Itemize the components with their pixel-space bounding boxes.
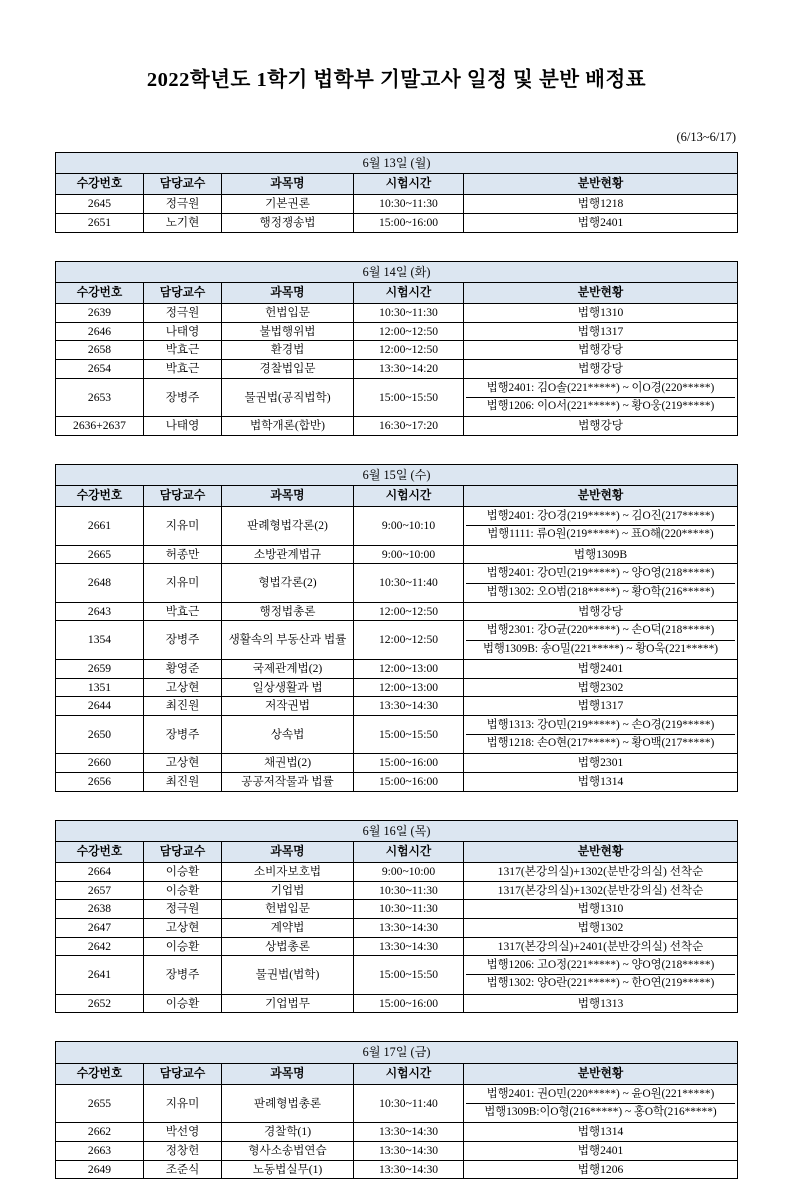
column-header: 시험시간 — [354, 174, 464, 195]
room-assignment-line: 법행1206: 이O서(221*****) ~ 황O웅(219*****) — [486, 399, 715, 412]
professor-name: 박효근 — [144, 602, 222, 621]
exam-time: 16:30~17:20 — [354, 417, 464, 436]
column-header: 과목명 — [222, 1063, 354, 1084]
exam-time: 13:30~14:30 — [354, 1160, 464, 1179]
exam-time: 10:30~11:30 — [354, 195, 464, 214]
schedule-table — [55, 820, 738, 1014]
professor-name: 이승환 — [144, 881, 222, 900]
day-header-row — [56, 820, 738, 841]
table-row — [56, 417, 738, 436]
column-header: 분반현황 — [464, 486, 738, 507]
column-header: 과목명 — [222, 283, 354, 304]
course-name: 판례형법각론(2) — [222, 507, 354, 546]
room-assignment-line: 법행1206: 고O정(221*****) ~ 양O영(218*****) — [466, 957, 735, 975]
exam-time: 12:00~12:50 — [354, 621, 464, 660]
table-row — [56, 773, 738, 792]
table-row — [56, 900, 738, 919]
professor-name: 최진원 — [144, 697, 222, 716]
course-number: 2656 — [56, 773, 144, 792]
professor-name: 이승환 — [144, 937, 222, 956]
room-assignment-line: 법행1302: 양O란(221*****) ~ 한O연(219*****) — [486, 977, 715, 990]
table-row — [56, 937, 738, 956]
column-header-row — [56, 486, 738, 507]
exam-time: 15:00~16:00 — [354, 214, 464, 233]
course-number: 2660 — [56, 754, 144, 773]
course-name: 법학개론(합반) — [222, 417, 354, 436]
column-header: 과목명 — [222, 842, 354, 863]
table-row — [56, 602, 738, 621]
day-header-label: 6월 14일 (화) — [56, 261, 738, 282]
professor-name: 이승환 — [144, 863, 222, 882]
course-number: 2647 — [56, 918, 144, 937]
schedule-table — [55, 464, 738, 792]
professor-name: 정극원 — [144, 900, 222, 919]
column-header: 과목명 — [222, 174, 354, 195]
table-row — [56, 378, 738, 417]
room-assignment-line: 법행2401: 김O솔(221*****) ~ 이O경(220*****) — [466, 380, 735, 398]
room-assignment-line: 법행1302: 오O범(218*****) ~ 황O학(216*****) — [486, 585, 715, 598]
exam-time: 13:30~14:30 — [354, 918, 464, 937]
room-assignment-line: 법행1111: 류O원(219*****) ~ 표O해(220*****) — [487, 528, 714, 541]
table-row — [56, 545, 738, 564]
column-header: 시험시간 — [354, 842, 464, 863]
exam-time: 10:30~11:30 — [354, 900, 464, 919]
course-name: 불법행위법 — [222, 322, 354, 341]
column-header: 담당교수 — [144, 283, 222, 304]
room-assignment-line: 법행1309B:이O형(216*****) ~ 홍O학(216*****) — [484, 1106, 717, 1119]
day-header-label: 6월 16일 (목) — [56, 820, 738, 841]
course-number: 2662 — [56, 1123, 144, 1142]
professor-name: 조준식 — [144, 1160, 222, 1179]
professor-name: 장병주 — [144, 715, 222, 754]
exam-time: 13:30~14:30 — [354, 1141, 464, 1160]
room-assignment: 법행2301 — [464, 754, 738, 773]
exam-time: 15:00~15:50 — [354, 956, 464, 995]
table-row — [56, 1160, 738, 1179]
course-name: 헌법입문 — [222, 900, 354, 919]
table-row — [56, 359, 738, 378]
exam-time: 12:00~13:00 — [354, 678, 464, 697]
professor-name: 지유미 — [144, 1084, 222, 1123]
page-title: 2022학년도 1학기 법학부 기말고사 일정 및 분반 배정표 — [146, 69, 647, 91]
table-row — [56, 956, 738, 995]
room-assignment: 법행1302 — [464, 918, 738, 937]
course-name: 형법각론(2) — [222, 564, 354, 603]
course-name: 노동법실무(1) — [222, 1160, 354, 1179]
course-name: 소비자보호법 — [222, 863, 354, 882]
day-header-label: 6월 17일 (금) — [56, 1042, 738, 1063]
course-number: 2644 — [56, 697, 144, 716]
room-assignment: 법행1309B — [464, 545, 738, 564]
table-row — [56, 659, 738, 678]
room-assignment-line: 법행1218: 손O현(217*****) ~ 황O백(217*****) — [486, 737, 715, 750]
column-header: 분반현황 — [464, 174, 738, 195]
exam-time: 9:00~10:00 — [354, 863, 464, 882]
day-header-label: 6월 15일 (수) — [56, 464, 738, 485]
room-assignment-line: 법행1313: 강O민(219*****) ~ 손O경(219*****) — [466, 717, 735, 735]
room-assignment: 법행1310 — [464, 900, 738, 919]
exam-time: 15:00~16:00 — [354, 994, 464, 1013]
professor-name: 나태영 — [144, 417, 222, 436]
professor-name: 고상현 — [144, 918, 222, 937]
exam-time: 12:00~12:50 — [354, 322, 464, 341]
table-row — [56, 678, 738, 697]
table-row — [56, 863, 738, 882]
room-assignment — [464, 715, 738, 754]
exam-time: 13:30~14:30 — [354, 1123, 464, 1142]
room-assignment-line: 법행2401: 권O민(220*****) ~ 윤O원(221*****) — [466, 1086, 735, 1104]
course-name: 공공저작물과 법률 — [222, 773, 354, 792]
room-assignment: 법행1314 — [464, 773, 738, 792]
course-number: 2661 — [56, 507, 144, 546]
schedule-table — [55, 261, 738, 436]
exam-time: 15:00~15:50 — [354, 715, 464, 754]
date-range-label: (6/13~6/17) — [676, 130, 736, 144]
exam-time: 13:30~14:30 — [354, 937, 464, 956]
exam-time: 9:00~10:10 — [354, 507, 464, 546]
professor-name: 장병주 — [144, 956, 222, 995]
room-assignment: 법행강당 — [464, 359, 738, 378]
course-number: 2646 — [56, 322, 144, 341]
course-number: 2649 — [56, 1160, 144, 1179]
course-name: 기업법무 — [222, 994, 354, 1013]
course-name: 행정쟁송법 — [222, 214, 354, 233]
course-number: 2654 — [56, 359, 144, 378]
room-assignment — [464, 621, 738, 660]
professor-name: 고상현 — [144, 678, 222, 697]
professor-name: 고상현 — [144, 754, 222, 773]
column-header: 시험시간 — [354, 283, 464, 304]
room-assignment: 법행1317 — [464, 322, 738, 341]
exam-time: 15:00~15:50 — [354, 378, 464, 417]
column-header-row — [56, 283, 738, 304]
room-assignment — [464, 956, 738, 995]
room-assignment: 1317(본강의실)+1302(분반강의실) 선착순 — [464, 863, 738, 882]
professor-name: 허종만 — [144, 545, 222, 564]
course-number: 2638 — [56, 900, 144, 919]
course-number: 1354 — [56, 621, 144, 660]
table-row — [56, 341, 738, 360]
exam-time: 10:30~11:30 — [354, 304, 464, 323]
column-header: 담당교수 — [144, 486, 222, 507]
room-assignment: 법행2401 — [464, 659, 738, 678]
table-row — [56, 697, 738, 716]
column-header: 시험시간 — [354, 486, 464, 507]
room-assignment: 법행1310 — [464, 304, 738, 323]
day-header-label: 6월 13일 (월) — [56, 153, 738, 174]
course-number: 2653 — [56, 378, 144, 417]
course-name: 소방관계법규 — [222, 545, 354, 564]
column-header: 수강번호 — [56, 486, 144, 507]
exam-time: 12:00~13:00 — [354, 659, 464, 678]
column-header: 담당교수 — [144, 842, 222, 863]
professor-name: 황영준 — [144, 659, 222, 678]
professor-name: 박선영 — [144, 1123, 222, 1142]
column-header-row — [56, 842, 738, 863]
exam-time: 10:30~11:40 — [354, 1084, 464, 1123]
room-assignment: 법행강당 — [464, 602, 738, 621]
room-assignment: 법행1218 — [464, 195, 738, 214]
room-assignment: 법행2302 — [464, 678, 738, 697]
table-row — [56, 507, 738, 546]
course-number: 2639 — [56, 304, 144, 323]
course-number: 2650 — [56, 715, 144, 754]
exam-time: 12:00~12:50 — [354, 602, 464, 621]
course-number: 2645 — [56, 195, 144, 214]
schedule-table — [55, 1041, 738, 1179]
professor-name: 노기현 — [144, 214, 222, 233]
exam-time: 13:30~14:30 — [354, 697, 464, 716]
room-assignment — [464, 564, 738, 603]
course-number: 2642 — [56, 937, 144, 956]
course-name: 판례형법총론 — [222, 1084, 354, 1123]
course-name: 채권법(2) — [222, 754, 354, 773]
course-name: 헌법입문 — [222, 304, 354, 323]
room-assignment — [464, 378, 738, 417]
course-name: 경찰법입문 — [222, 359, 354, 378]
table-row — [56, 1123, 738, 1142]
room-assignment-line: 법행2401: 강O경(219*****) ~ 김O진(217*****) — [466, 508, 735, 526]
exam-time: 12:00~12:50 — [354, 341, 464, 360]
column-header: 분반현황 — [464, 842, 738, 863]
exam-time: 15:00~16:00 — [354, 754, 464, 773]
course-name: 물권법(법학) — [222, 956, 354, 995]
course-number: 2658 — [56, 341, 144, 360]
room-assignment — [464, 1084, 738, 1123]
course-name: 생활속의 부동산과 법률 — [222, 621, 354, 660]
professor-name: 장병주 — [144, 378, 222, 417]
room-assignment: 법행1313 — [464, 994, 738, 1013]
course-name: 기본권론 — [222, 195, 354, 214]
column-header: 과목명 — [222, 486, 354, 507]
room-assignment: 법행강당 — [464, 417, 738, 436]
course-number: 2636+2637 — [56, 417, 144, 436]
column-header: 담당교수 — [144, 1063, 222, 1084]
course-name: 형사소송법연습 — [222, 1141, 354, 1160]
room-assignment: 법행2401 — [464, 1141, 738, 1160]
table-row — [56, 322, 738, 341]
course-name: 상속법 — [222, 715, 354, 754]
professor-name: 장병주 — [144, 621, 222, 660]
course-number: 2652 — [56, 994, 144, 1013]
course-number: 2657 — [56, 881, 144, 900]
table-row — [56, 918, 738, 937]
course-name: 일상생활과 법 — [222, 678, 354, 697]
professor-name: 정창헌 — [144, 1141, 222, 1160]
professor-name: 최진원 — [144, 773, 222, 792]
exam-time: 9:00~10:00 — [354, 545, 464, 564]
course-name: 환경법 — [222, 341, 354, 360]
column-header-row — [56, 174, 738, 195]
table-row — [56, 195, 738, 214]
course-number: 2664 — [56, 863, 144, 882]
column-header: 분반현황 — [464, 1063, 738, 1084]
room-assignment: 법행1314 — [464, 1123, 738, 1142]
professor-name: 박효근 — [144, 341, 222, 360]
course-number: 1351 — [56, 678, 144, 697]
column-header-row — [56, 1063, 738, 1084]
course-name: 물권법(공직법학) — [222, 378, 354, 417]
table-row — [56, 754, 738, 773]
professor-name: 지유미 — [144, 564, 222, 603]
room-assignment: 1317(본강의실)+2401(분반강의실) 선착순 — [464, 937, 738, 956]
room-assignment: 법행1206 — [464, 1160, 738, 1179]
professor-name: 지유미 — [144, 507, 222, 546]
table-row — [56, 881, 738, 900]
day-header-row — [56, 464, 738, 485]
column-header: 수강번호 — [56, 1063, 144, 1084]
table-row — [56, 564, 738, 603]
course-name: 행정법총론 — [222, 602, 354, 621]
table-row — [56, 304, 738, 323]
course-number: 2655 — [56, 1084, 144, 1123]
course-number: 2641 — [56, 956, 144, 995]
document-page — [0, 62, 793, 1183]
column-header: 수강번호 — [56, 283, 144, 304]
room-assignment — [464, 507, 738, 546]
exam-time: 13:30~14:20 — [354, 359, 464, 378]
day-header-row — [56, 1042, 738, 1063]
course-name: 국제관계법(2) — [222, 659, 354, 678]
table-row — [56, 715, 738, 754]
column-header: 수강번호 — [56, 842, 144, 863]
room-assignment-line: 법행2301: 강O균(220*****) ~ 손O덕(218*****) — [466, 622, 735, 640]
column-header: 담당교수 — [144, 174, 222, 195]
professor-name: 정극원 — [144, 304, 222, 323]
exam-time: 15:00~16:00 — [354, 773, 464, 792]
course-name: 저작권법 — [222, 697, 354, 716]
column-header: 수강번호 — [56, 174, 144, 195]
course-number: 2663 — [56, 1141, 144, 1160]
course-name: 기업법 — [222, 881, 354, 900]
professor-name: 나태영 — [144, 322, 222, 341]
room-assignment: 1317(본강의실)+1302(분반강의실) 선착순 — [464, 881, 738, 900]
day-header-row — [56, 261, 738, 282]
schedule-tables — [55, 152, 738, 1179]
course-number: 2643 — [56, 602, 144, 621]
table-row — [56, 1141, 738, 1160]
course-name: 경찰학(1) — [222, 1123, 354, 1142]
table-row — [56, 994, 738, 1013]
exam-time: 10:30~11:30 — [354, 881, 464, 900]
room-assignment: 법행1317 — [464, 697, 738, 716]
table-row — [56, 214, 738, 233]
course-name: 계약법 — [222, 918, 354, 937]
professor-name: 정극원 — [144, 195, 222, 214]
schedule-table — [55, 152, 738, 233]
course-number: 2648 — [56, 564, 144, 603]
room-assignment: 법행2401 — [464, 214, 738, 233]
table-row — [56, 1084, 738, 1123]
course-number: 2659 — [56, 659, 144, 678]
professor-name: 이승환 — [144, 994, 222, 1013]
course-name: 상법총론 — [222, 937, 354, 956]
professor-name: 박효근 — [144, 359, 222, 378]
exam-time: 10:30~11:40 — [354, 564, 464, 603]
room-assignment: 법행강당 — [464, 341, 738, 360]
column-header: 시험시간 — [354, 1063, 464, 1084]
room-assignment-line: 법행2401: 강O민(219*****) ~ 양O영(218*****) — [466, 565, 735, 583]
table-row — [56, 621, 738, 660]
day-header-row — [56, 153, 738, 174]
column-header: 분반현황 — [464, 283, 738, 304]
course-number: 2651 — [56, 214, 144, 233]
room-assignment-line: 법행1309B: 송O밀(221*****) ~ 황O욱(221*****) — [482, 642, 719, 655]
course-number: 2665 — [56, 545, 144, 564]
